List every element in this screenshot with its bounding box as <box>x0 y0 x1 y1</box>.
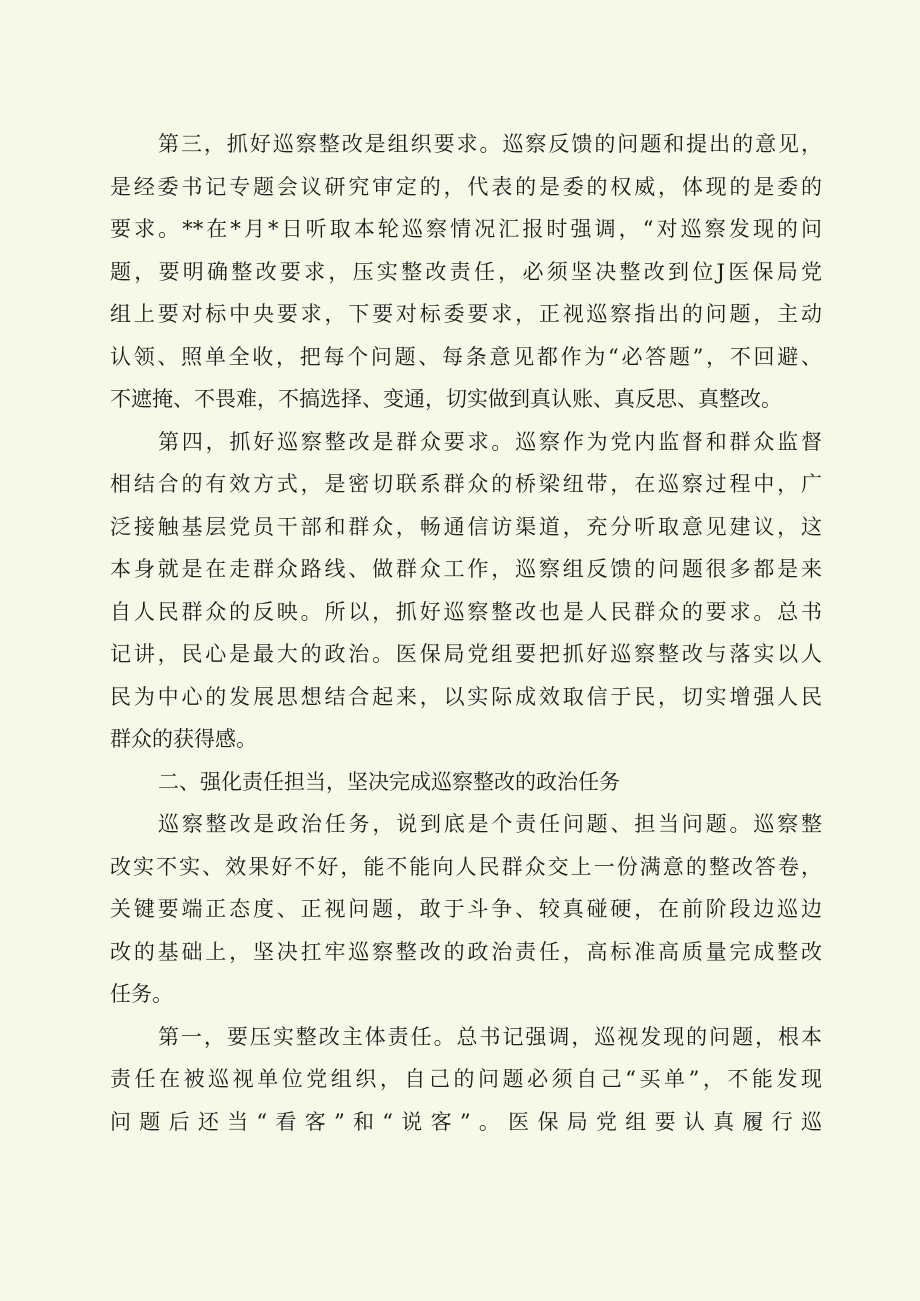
paragraph-line: 认领、照单全收，把每个问题、每条意见都作为“必答题”，不回避、 <box>110 344 822 369</box>
paragraph-line: 题，要明确整改要求，压实整改责任，必须坚决整改到位J医保局党 <box>110 259 822 284</box>
paragraph-line: 巡察整改是政治任务，说到底是个责任问题、担当问题。巡察整 <box>158 812 822 836</box>
paragraph-line: 自人民群众的反映。所以，抓好巡察整改也是人民群众的要求。总书 <box>110 599 822 624</box>
paragraph-line: 要求。**在*月*日听取本轮巡察情况汇报时强调，“对巡察发现的问 <box>110 217 822 241</box>
paragraph-line: 记讲，民心是最大的政治。医保局党组要把抓好巡察整改与落实以人 <box>110 642 822 666</box>
paragraph-line: 改实不实、效果好不好，能不能向人民群众交上一份满意的整改答卷， <box>110 854 822 879</box>
document-body <box>110 123 822 1143</box>
paragraph-line: 组上要对标中央要求，下要对标委要求，正视巡察指出的问题，主动 <box>110 302 822 326</box>
paragraph-line: 相结合的有效方式，是密切联系群众的桥梁纽带，在巡察过程中，广 <box>110 472 822 496</box>
paragraph-line: 第一，要压实整改主体责任。总书记强调，巡视发现的问题，根本 <box>158 1024 822 1049</box>
paragraph-line: 关键要端正态度、正视问题，敢于斗争、较真碰硬，在前阶段边巡边 <box>110 897 822 921</box>
paragraph-line: 群众的获得感。 <box>110 727 257 751</box>
paragraph-line: 责任在被巡视单位党组织，自己的问题必须自己“买单”，不能发现 <box>110 1067 822 1091</box>
paragraph-line: 泛接触基层党员干部和群众，畅通信访渠道，充分听取意见建议，这 <box>110 514 822 539</box>
paragraph-line: 是经委书记专题会议研究审定的，代表的是委的权威，体现的是委的 <box>110 174 822 199</box>
paragraph-line: 第四，抓好巡察整改是群众要求。巡察作为党内监督和群众监督 <box>158 429 822 454</box>
paragraph-line: 本身就是在走群众路线、做群众工作，巡察组反馈的问题很多都是来 <box>110 557 822 581</box>
paragraph-line: 第三，抓好巡察整改是组织要求。巡察反馈的问题和提出的意见， <box>158 132 822 156</box>
paragraph-line: 不遮掩、不畏难，不搞选择、变通，切实做到真认账、真反思、真整改。 <box>110 387 782 411</box>
paragraph-line: 任务。 <box>110 982 173 1006</box>
paragraph-line: 改的基础上，坚决扛牢巡察整改的政治责任，高标准高质量完成整改 <box>110 939 822 964</box>
section-heading: 二、强化责任担当，坚决完成巡察整改的政治任务 <box>158 769 620 794</box>
paragraph-line: 问题后还当“看客”和“说客”。医保局党组要认真履行巡 <box>110 1109 822 1134</box>
paragraph-line: 民为中心的发展思想结合起来，以实际成效取信于民，切实增强人民 <box>110 684 822 709</box>
